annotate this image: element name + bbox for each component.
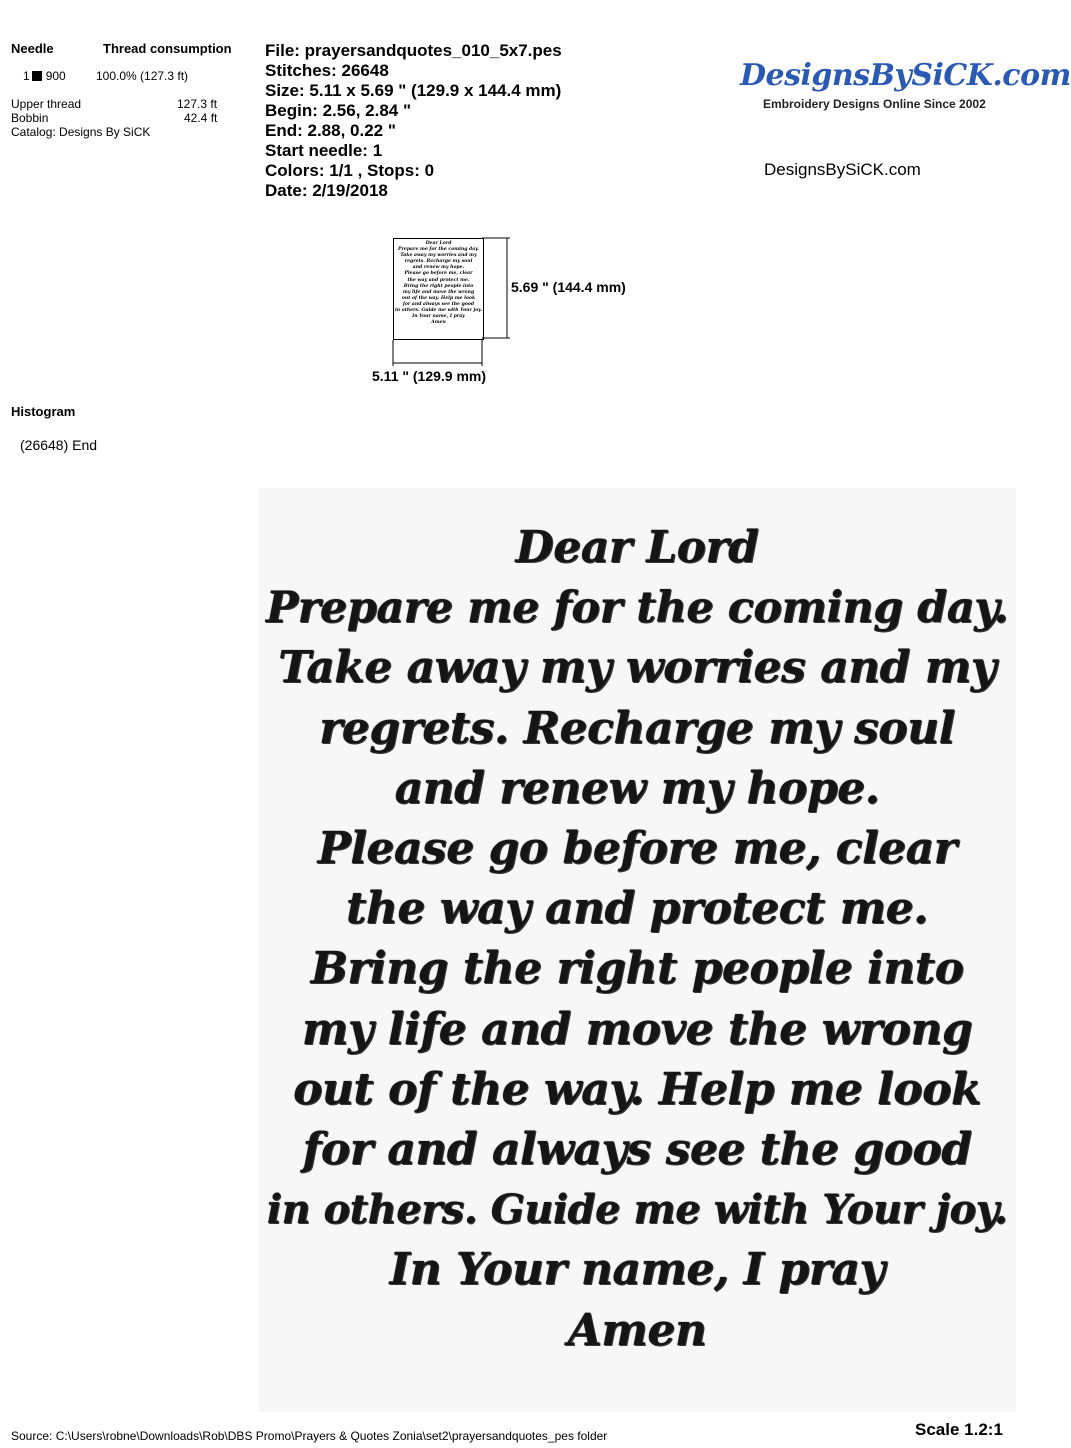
thumbnail-line: my life and move the wrong xyxy=(402,289,475,295)
prayer-line: Please go before me, clear xyxy=(317,823,957,874)
thread-color-swatch xyxy=(32,71,42,81)
thumbnail-line: Please go before me, clear xyxy=(404,271,473,277)
dimension-lines xyxy=(380,230,520,372)
prayer-line: for and always see the good xyxy=(302,1124,972,1175)
histogram-entry: (26648) End xyxy=(20,437,98,453)
needle-row xyxy=(23,69,66,83)
catalog-text: Catalog: Designs By SiCK xyxy=(11,125,151,139)
thumbnail-line: Amen xyxy=(431,320,446,326)
thumbnail-line: out of the way. Help me look xyxy=(401,295,476,301)
histogram-title: Histogram xyxy=(11,404,76,419)
design-date: Date: 2/19/2018 xyxy=(265,181,388,200)
bobbin-label: Bobbin xyxy=(11,111,49,125)
brand-logo: DesignsBySiCK.com xyxy=(740,58,1071,93)
thumbnail-line: In Your name, I pray xyxy=(412,314,465,320)
prayer-line: my life and move the wrong xyxy=(301,1003,973,1055)
scale-label: Scale 1.2:1 xyxy=(915,1420,1003,1439)
upper-thread-label: Upper thread xyxy=(11,97,82,111)
thumbnail-line: Dear Lord xyxy=(425,241,452,246)
prayer-line: the way and protect me. xyxy=(346,883,928,935)
thumbnail-line: regrets. Recharge my soul xyxy=(404,259,473,265)
begin-position: Begin: 2.56, 2.84 " xyxy=(265,101,412,120)
width-dimension: 5.11 " (129.9 mm) xyxy=(372,368,487,384)
prayer-line: out of the way. Help me look xyxy=(293,1063,981,1115)
file-info xyxy=(265,41,562,201)
thumbnail-line: for and always see the good xyxy=(402,301,475,307)
prayer-line: Take away my worries and my xyxy=(278,642,996,694)
thumbnail-line: Take away my worries and my xyxy=(400,253,477,259)
design-size: Size: 5.11 x 5.69 " (129.9 x 144.4 mm) xyxy=(265,81,562,100)
embroidery-preview xyxy=(258,488,1016,1412)
prayer-line: in others. Guide me with Your joy. xyxy=(266,1186,1008,1234)
website-text: DesignsBySiCK.com xyxy=(764,160,921,179)
upper-thread-value: 127.3 ft xyxy=(177,97,218,111)
thumbnail-line: Bring the right people into xyxy=(403,283,474,289)
file-name: File: prayersandquotes_010_5x7.pes xyxy=(265,41,562,60)
prayer-line: In Your name, I pray xyxy=(389,1244,885,1296)
prayer-line: Amen xyxy=(567,1304,707,1356)
colors-stops: Colors: 1/1 , Stops: 0 xyxy=(265,161,435,180)
prayer-line: Bring the right people into xyxy=(310,943,964,995)
thumbnail-line: in others. Guide me with Your joy. xyxy=(395,308,482,314)
brand-tagline: Embroidery Designs Online Since 2002 xyxy=(763,97,986,111)
prayer-line: regrets. Recharge my soul xyxy=(319,702,955,754)
prayer-line: Prepare me for the coming day. xyxy=(265,583,1009,634)
stitch-count: Stitches: 26648 xyxy=(265,61,389,80)
prayer-line: and renew my hope. xyxy=(394,762,880,814)
thread-consumption-value: 100.0% (127.3 ft) xyxy=(96,69,189,83)
needle-number: 1 xyxy=(23,69,30,83)
start-needle: Start needle: 1 xyxy=(265,141,383,160)
thread-code: 900 xyxy=(45,69,66,83)
end-position: End: 2.88, 0.22 " xyxy=(265,121,396,140)
bobbin-value: 42.4 ft xyxy=(184,111,218,125)
prayer-line: Dear Lord xyxy=(515,522,759,573)
thread-consumption-header: Thread consumption xyxy=(103,41,232,56)
needle-header: Needle xyxy=(11,41,54,56)
thumbnail-line: the way and protect me. xyxy=(407,277,470,283)
source-path: Source: C:\Users\robne\Downloads\Rob\DBS Promo\Prayers & Quotes Zonia\set2\prayersandquotes_pes folder xyxy=(11,1429,608,1443)
height-dimension: 5.69 " (144.4 mm) xyxy=(511,279,626,295)
thumbnail-line: and renew my hope. xyxy=(412,265,465,271)
thumbnail-line: Prepare me for the coming day. xyxy=(398,247,479,253)
